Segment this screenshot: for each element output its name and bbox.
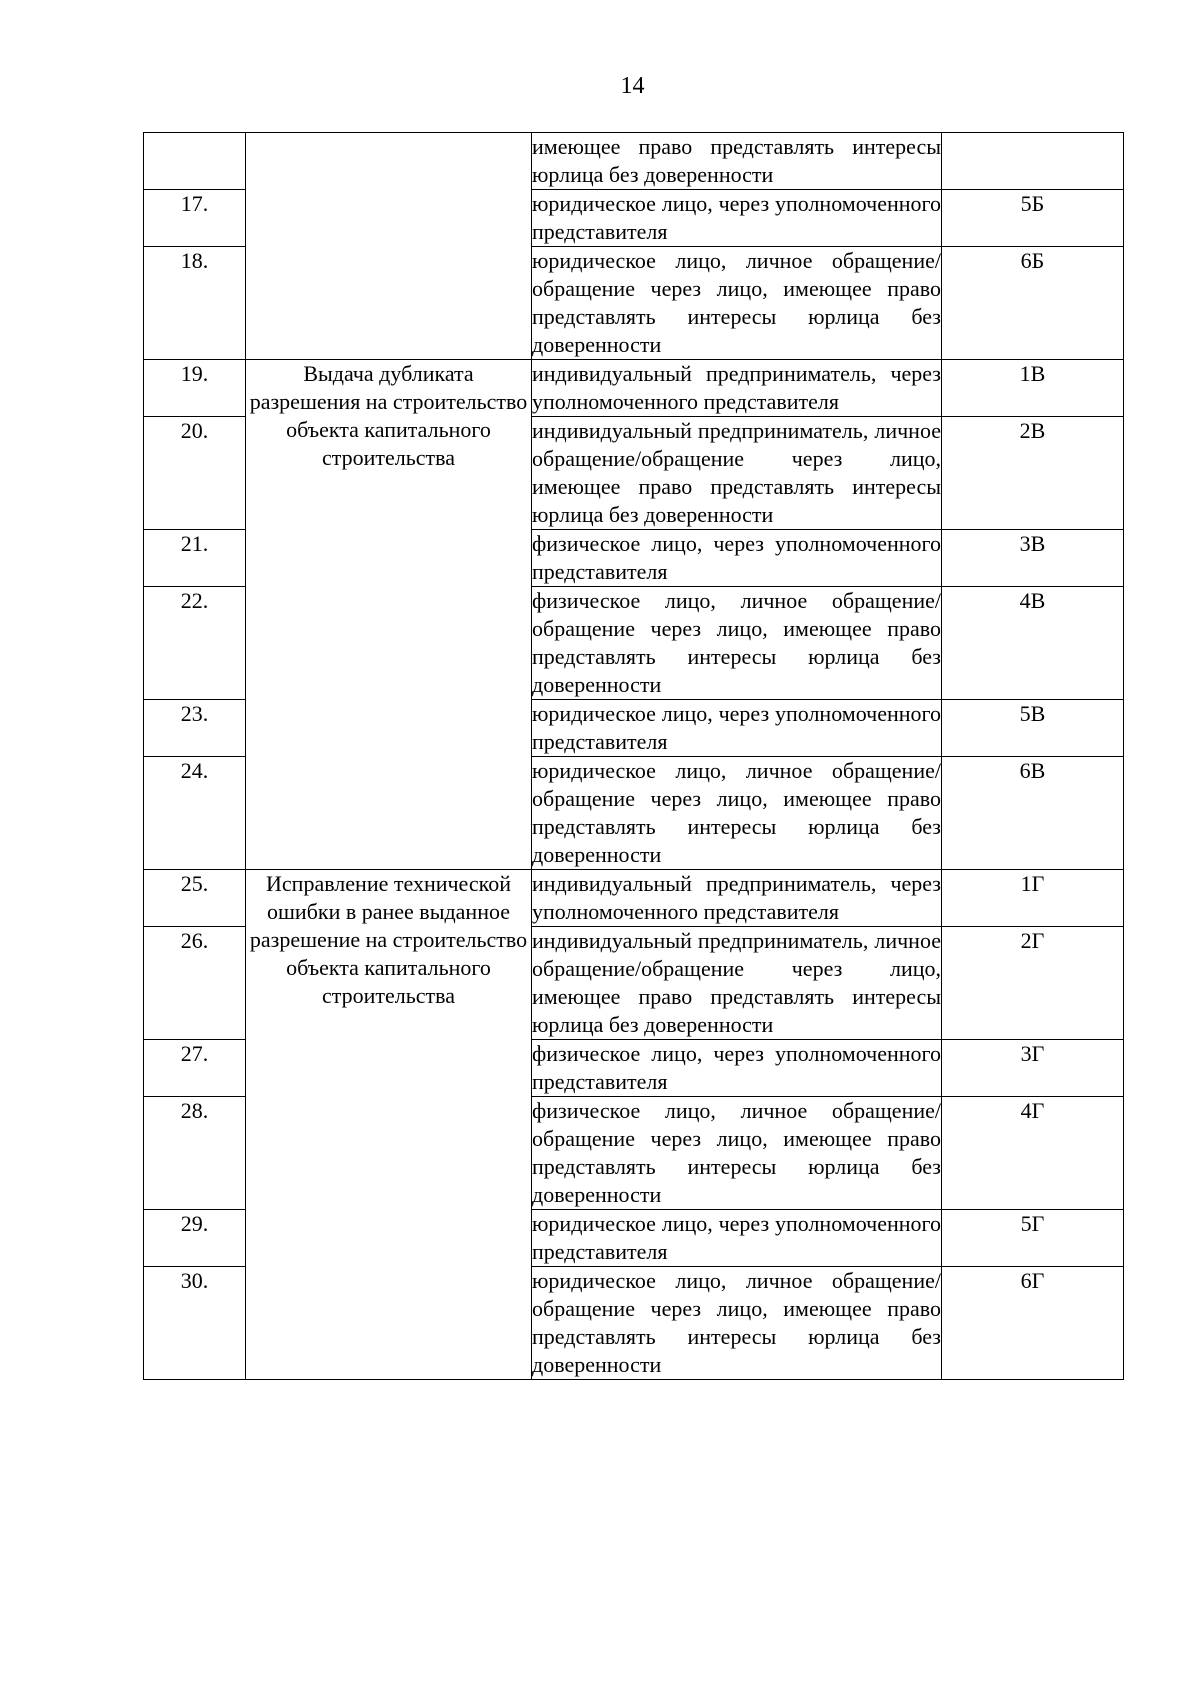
applicant-description: индивидуальный предприниматель, через уполномоченного представителя [532,870,942,927]
variant-code [942,133,1124,190]
row-number: 27. [144,1040,246,1097]
row-number: 22. [144,587,246,700]
row-number: 18. [144,247,246,360]
applicant-description: юридическое лицо, личное обращение/обращение через лицо, имеющее право представлять интересы юрлица без доверенности [532,1267,942,1380]
applicant-description: физическое лицо, через уполномоченного представителя [532,1040,942,1097]
page-number: 14 [620,73,645,99]
variant-code: 1В [942,360,1124,417]
table-row [144,133,1124,190]
applicant-description: юридическое лицо, через уполномоченного представителя [532,700,942,757]
row-number: 30. [144,1267,246,1380]
row-number: 17. [144,190,246,247]
applicant-description: индивидуальный предприниматель, через уполномоченного представителя [532,360,942,417]
applicant-description: физическое лицо, личное обращение/обращение через лицо, имеющее право представлять интересы юрлица без доверенности [532,1097,942,1210]
variant-code: 6В [942,757,1124,870]
applicant-description: физическое лицо, личное обращение/обращение через лицо, имеющее право представлять интересы юрлица без доверенности [532,587,942,700]
service-name-continued [246,133,532,360]
row-number: 21. [144,530,246,587]
applicant-description: индивидуальный предприниматель, личное обращение/обращение через лицо, имеющее право представлять интересы юрлица без доверенности [532,927,942,1040]
variant-code: 6Г [942,1267,1124,1380]
service-name-correction: Исправление технической ошибки в ранее выданное разрешение на строительство объекта капитального строительства [246,870,532,1380]
table-row [144,870,1124,927]
variant-code: 2Г [942,927,1124,1040]
variant-code: 5Б [942,190,1124,247]
applicant-description: юридическое лицо, через уполномоченного представителя [532,1210,942,1267]
variant-code: 5В [942,700,1124,757]
row-number: 29. [144,1210,246,1267]
row-number: 25. [144,870,246,927]
applicant-description: юридическое лицо, через уполномоченного представителя [532,190,942,247]
services-table [143,132,1124,1380]
variant-code: 4В [942,587,1124,700]
variant-code: 2В [942,417,1124,530]
row-number: 26. [144,927,246,1040]
row-number: 19. [144,360,246,417]
service-name-duplicate: Выдача дубликата разрешения на строительство объекта капитального строительства [246,360,532,870]
row-number: 23. [144,700,246,757]
applicant-description: юридическое лицо, личное обращение/обращение через лицо, имеющее право представлять интересы юрлица без доверенности [532,757,942,870]
variant-code: 3Г [942,1040,1124,1097]
variant-code: 4Г [942,1097,1124,1210]
row-number: 20. [144,417,246,530]
row-number: 28. [144,1097,246,1210]
row-number [144,133,246,190]
applicant-description: имеющее право представлять интересы юрлица без доверенности [532,133,942,190]
row-number: 24. [144,757,246,870]
variant-code: 6Б [942,247,1124,360]
variant-code: 3В [942,530,1124,587]
applicant-description: физическое лицо, через уполномоченного представителя [532,530,942,587]
applicant-description: юридическое лицо, личное обращение/обращение через лицо, имеющее право представлять интересы юрлица без доверенности [532,247,942,360]
variant-code: 5Г [942,1210,1124,1267]
table-row [144,360,1124,417]
variant-code: 1Г [942,870,1124,927]
applicant-description: индивидуальный предприниматель, личное обращение/обращение через лицо, имеющее право представлять интересы юрлица без доверенности [532,417,942,530]
